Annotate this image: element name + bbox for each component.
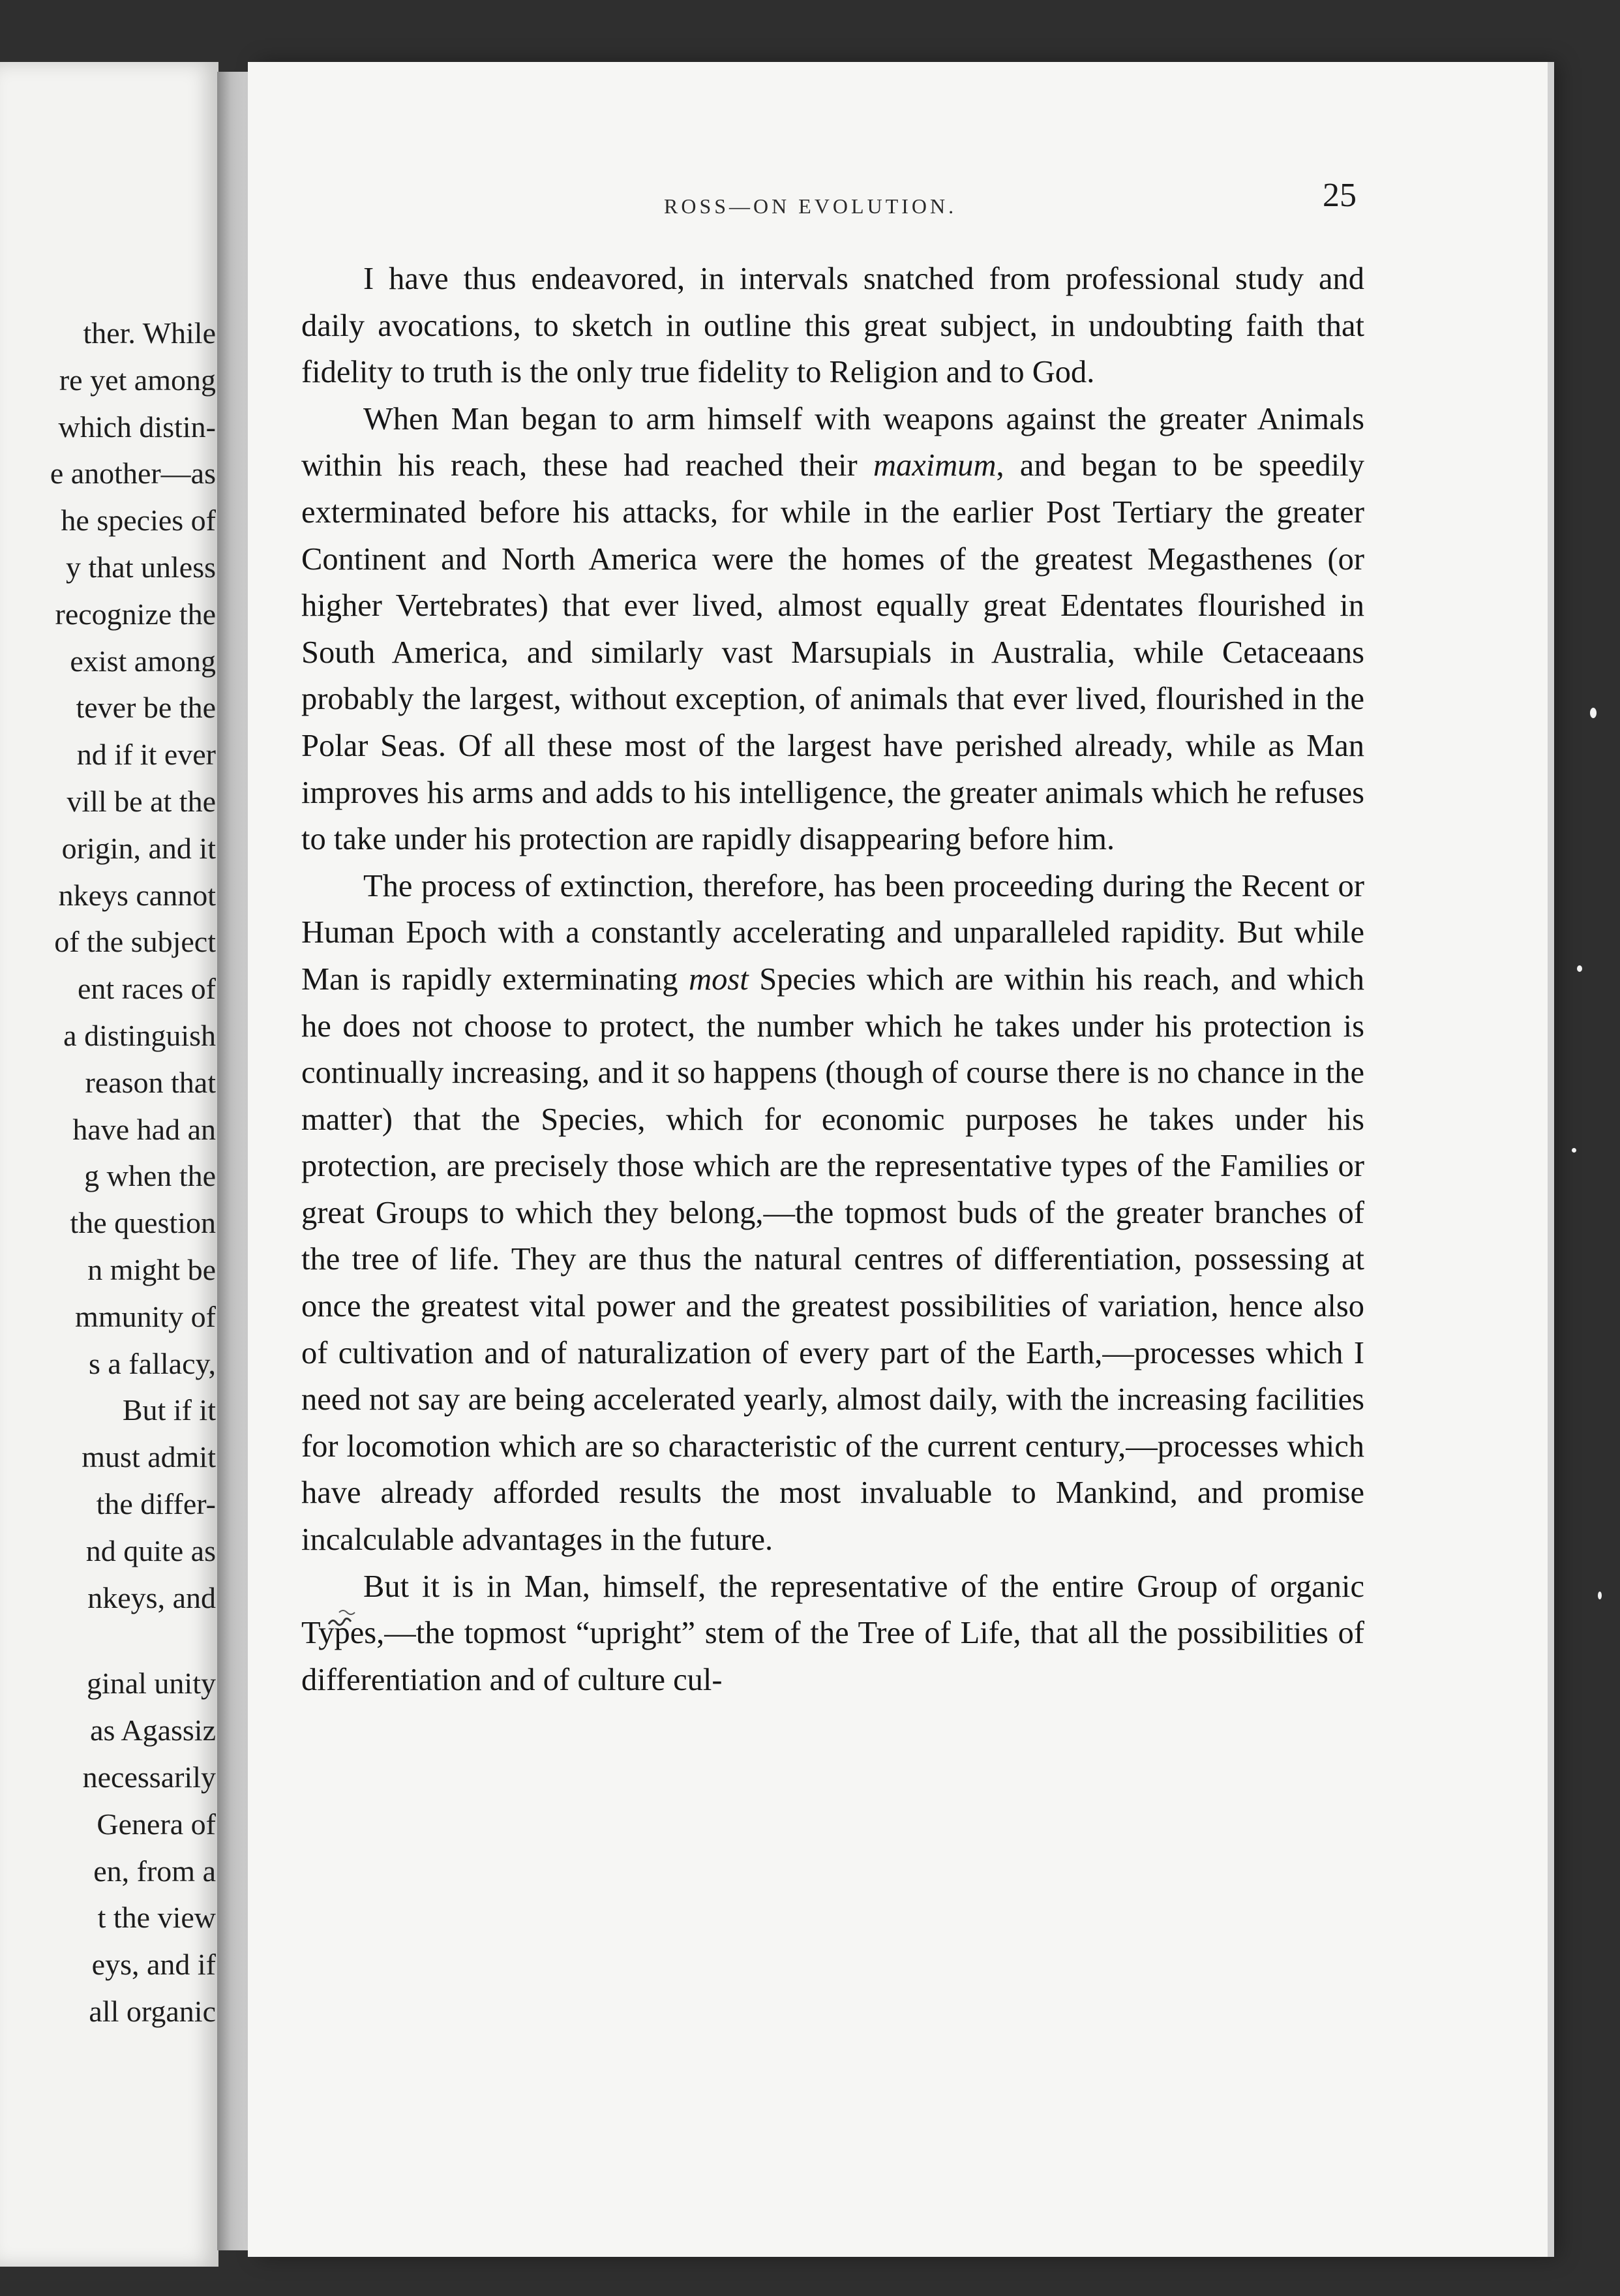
- left-page: [0, 62, 218, 2267]
- left-page-line: Genera of: [97, 1807, 216, 1841]
- left-page-line: have had an: [72, 1112, 216, 1146]
- left-page-line: mmunity of: [75, 1299, 216, 1333]
- paragraph-text: When Man began to arm himself with weapons against the greater Animals within his reach, these had reached their: [301, 401, 1364, 483]
- paragraph-text: , and began to be speedily exterminated before his attacks, for while in the earlier Post Tertiary the greater Continent and North America were the homes of the greatest Megasthenes (or higher Vertebrates) that ever lived, almost equally great Edentates flourished in South America, and similarly vast Marsupials in Australia, while Cetaceaans probably the largest, without exception, of animals that ever lived, flourished in the Polar Seas. Of all these most of the largest have perished already, while as Man improves his arms and adds to his intelligence, the greater animals which he refuses to take under his protection are rapidly disappearing before him.: [301, 448, 1364, 857]
- left-page-line: nd if it ever: [76, 738, 216, 772]
- left-page-line: y that unless: [66, 550, 216, 584]
- left-page-line: as Agassiz: [90, 1714, 216, 1747]
- paragraph-text: Species which are within his reach, and which he does not choose to protect, the number which he takes under his protection is continually increasing, and it so happens (though of course there is no chance in the matter) that the Species, which for economic purposes he takes under his protection, are precisely those which are the representative types of the Families or great Groups to which they belong,—the topmost buds of the greater branches of the tree of life. They are thus the natural centres of differentiation, possessing at once the greatest vital power and the greatest possibilities of variation, hence also of cultivation and of naturalization of every part of the Earth,—processes which I need not say are being accelerated yearly, almost daily, with the increasing facilities for locomotion which are so characteristic of the current century,—processes which have already afforded results the most invaluable to Mankind, and promise incalculable advantages in the future.: [301, 961, 1365, 1558]
- left-page-line: the question: [70, 1206, 216, 1240]
- paragraph-text: I have thus endeavored, in intervals snatched from professional study and daily avocations, to sketch in outline this great subject, in undoubting faith that fidelity to truth is the only true fidelity to Religion and to God.: [301, 262, 1364, 390]
- left-page-line: n might be: [87, 1252, 216, 1286]
- left-page-line: necessarily: [82, 1760, 216, 1794]
- left-page-line: But if it: [122, 1393, 216, 1427]
- paragraph: [301, 396, 1364, 863]
- left-page-line: a distinguish: [63, 1018, 216, 1052]
- body-text: [301, 256, 1364, 1703]
- left-page-line: tever be the: [76, 691, 216, 725]
- italic-text: maximum: [873, 448, 997, 483]
- left-page-line: nkeys, and: [87, 1580, 216, 1614]
- left-page-line: of the subject: [54, 925, 216, 959]
- paper-speck: [1572, 1148, 1576, 1153]
- left-page-line: [0, 1621, 216, 1660]
- paper-speck: [1598, 1592, 1602, 1599]
- paragraph: [301, 863, 1364, 1563]
- left-page-line: ginal unity: [86, 1667, 216, 1700]
- paragraph: [301, 256, 1364, 396]
- page-header: [417, 124, 1357, 218]
- left-page-line: which distin-: [58, 410, 216, 444]
- page-number: 25: [1323, 177, 1357, 214]
- left-page-line: must admit: [82, 1440, 216, 1474]
- paragraph-text: But it is in Man, himself, the representative of the entire Group of organic Types,—the topmost “upright” stem of the Tree of Life, that all the possibilities of differentiation and of culture cul-: [301, 1569, 1364, 1697]
- italic-text: most: [689, 961, 749, 997]
- left-page-line: nkeys cannot: [58, 878, 216, 912]
- left-page-text: [0, 310, 216, 2035]
- left-page-line: recognize the: [55, 597, 216, 631]
- left-page-line: origin, and it: [61, 831, 216, 865]
- left-page-line: eys, and if: [91, 1948, 216, 1982]
- left-page-line: re yet among: [59, 363, 216, 397]
- left-page-line: all organic: [89, 1994, 216, 2028]
- left-page-line: vill be at the: [67, 784, 216, 818]
- left-page-line: g when the: [84, 1159, 216, 1193]
- paragraph-text: The process of extinction, therefore, has been proceeding during the Recent or Human Epoch with a constantly accelerating and unparalleled rapidity. But while Man is rapidly exterminating: [301, 868, 1364, 997]
- paper-speck: [1590, 708, 1597, 718]
- paragraph: [301, 1563, 1364, 1704]
- left-page-line: nd quite as: [85, 1533, 216, 1567]
- left-page-line: reason that: [85, 1065, 216, 1099]
- left-page-line: exist among: [70, 644, 216, 678]
- left-page-line: he species of: [61, 504, 216, 537]
- left-page-line: en, from a: [93, 1854, 216, 1888]
- paper-speck: [1577, 965, 1582, 972]
- left-page-line: ther. While: [83, 316, 216, 350]
- left-page-line: t the view: [97, 1901, 216, 1935]
- left-page-line: s a fallacy,: [89, 1346, 216, 1380]
- book-gutter: [217, 72, 251, 2250]
- pencil-annotation-icon: [326, 1605, 372, 1631]
- left-page-line: ent races of: [78, 972, 216, 1006]
- running-title: ROSS—ON EVOLUTION.: [664, 194, 957, 218]
- left-page-line: e another—as: [50, 457, 216, 491]
- left-page-line: the differ-: [96, 1487, 216, 1520]
